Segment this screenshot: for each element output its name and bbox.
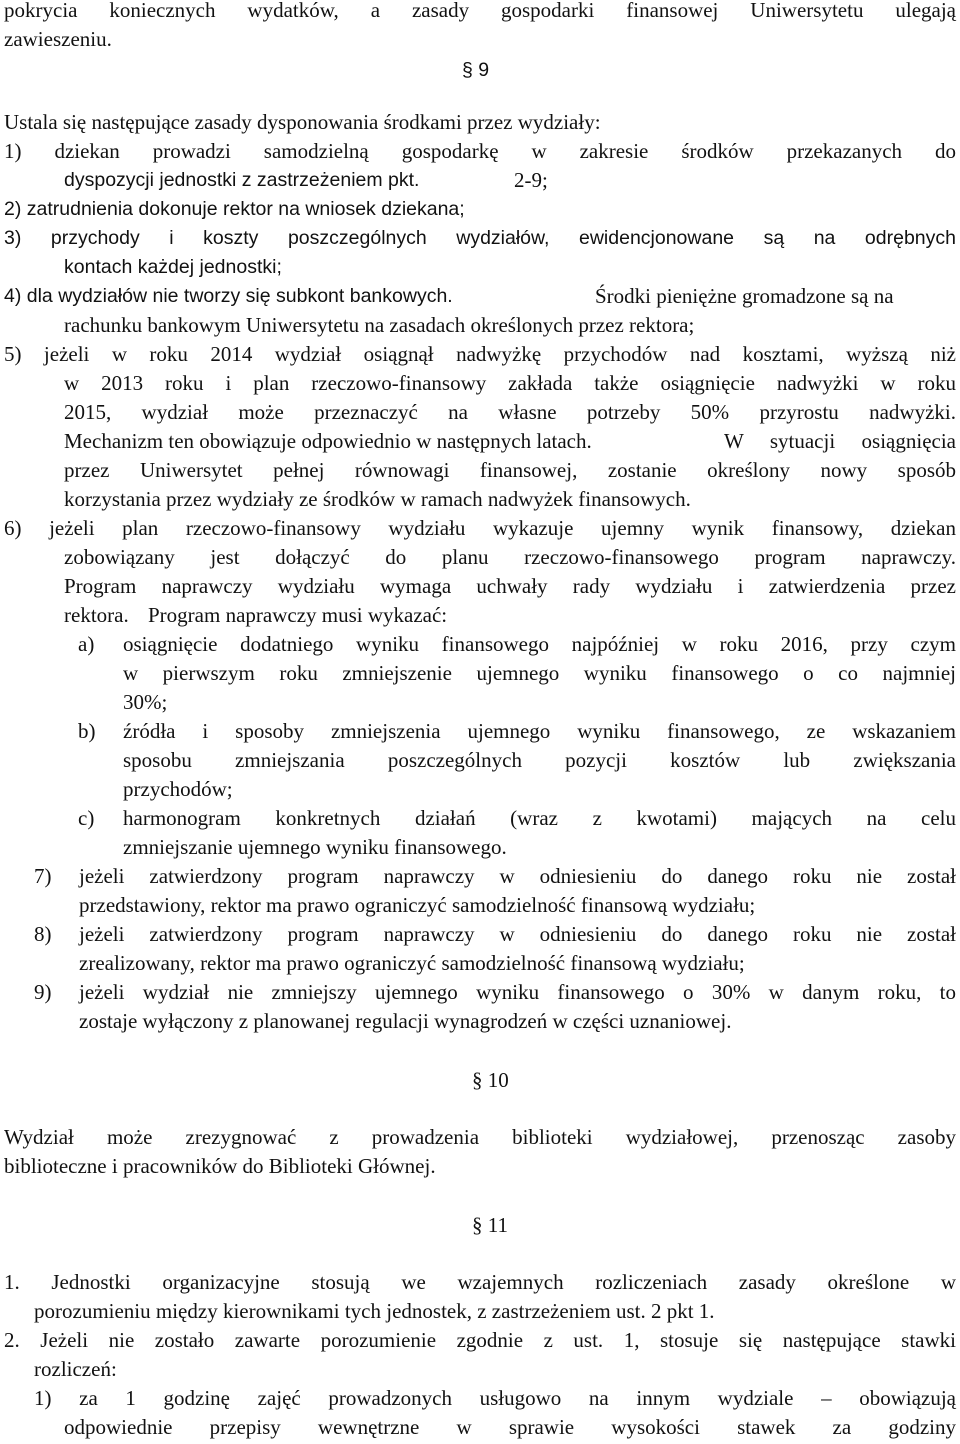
sub-list-marker: b) (78, 719, 96, 743)
text-line: Ustala się następujące zasady dysponowania środkami przez wydziały: (4, 110, 601, 134)
list-marker: 7) (34, 864, 52, 888)
text-line: Program naprawczy wydziału wymaga uchwały rady wydziału i zatwierdzenia przez (64, 574, 956, 598)
text-line: zrealizowany, rektor ma prawo ograniczyć samodzielność finansową wydziału; (79, 951, 745, 975)
text-line: rachunku bankowym Uniwersytetu na zasadach określonych przez rektora; (64, 313, 695, 337)
text-line: sposobu zmniejszania poszczególnych pozycji kosztów lub zwiększania (123, 748, 956, 772)
text-line: przedstawiony, rektor ma prawo ograniczyć samodzielność finansową wydziału; (79, 893, 756, 917)
text-line: rektora. (64, 603, 129, 627)
sub-list-marker: c) (78, 806, 95, 830)
section-heading: § 10 (472, 1068, 509, 1092)
list-item-text: jeżeli wydział nie zmniejszy ujemnego wyniku finansowego o 30% w danym roku, to (79, 980, 956, 1004)
sub-list-item-text: osiągnięcie dodatniego wyniku finansowego najpóźniej w roku 2016, przy czym (123, 632, 956, 656)
list-item-text: 1. Jednostki organizacyjne stosują we wzajemnych rozliczeniach zasady określone w (4, 1270, 956, 1294)
list-item-text: 5) jeżeli w roku 2014 wydział osiągnął nadwyżkę przychodów nad kosztami, wyższą niż (4, 342, 956, 366)
list-item-text: jeżeli zatwierdzony program naprawczy w odniesieniu do danego roku nie został (79, 922, 956, 946)
text-line: w 2013 roku i plan rzeczowo-finansowy zakłada także osiągnięcie nadwyżki w roku (64, 371, 956, 395)
text-line: 30%; (123, 690, 168, 714)
text-line: 2-9; (514, 168, 548, 192)
text-line: 2015, wydział może przeznaczyć na własne potrzeby 50% przyrostu nadwyżki. (64, 400, 956, 424)
text-line: Wydział może zrezygnować z prowadzenia biblioteki wydziałowej, przenosząc zasoby (4, 1125, 956, 1149)
text-line: zawieszeniu. (4, 27, 112, 51)
text-line: korzystania przez wydziały ze środków w ramach nadwyżek finansowych. (64, 487, 691, 511)
list-item-text: 1) za 1 godzinę zajęć prowadzonych usługowo na innym wydziale – obowiązują (34, 1386, 956, 1410)
text-line: Środki pieniężne gromadzone są na (595, 284, 894, 308)
text-line: odpowiednie przepisy wewnętrzne w sprawie wysokości stawek za godziny (64, 1415, 956, 1439)
section-heading: § 9 (462, 59, 490, 81)
list-item-text: jeżeli zatwierdzony program naprawczy w odniesieniu do danego roku nie został (79, 864, 956, 888)
list-item-text: 2. Jeżeli nie zostało zawarte porozumienie zgodnie z ust. 1, stosuje się następujące stawki (4, 1328, 956, 1352)
text-line: rozliczeń: (34, 1357, 117, 1381)
text-line: pokrycia koniecznych wydatków, a zasady gospodarki finansowej Uniwersytetu ulegają (4, 0, 956, 22)
list-item-text: 4) dla wydziałów nie tworzy się subkont bankowych. (4, 285, 453, 307)
text-line: Mechanizm ten obowiązuje odpowiednio w następnych latach. (64, 429, 592, 453)
list-marker: 8) (34, 922, 52, 946)
text-line: przez Uniwersytet pełnej równowagi finansowej, zostanie określony nowy sposób (64, 458, 956, 482)
list-item-text: 6) jeżeli plan rzeczowo-finansowy wydziału wykazuje ujemny wynik finansowy, dziekan (4, 516, 956, 540)
text-line: Program naprawczy musi wykazać: (148, 603, 448, 627)
section-heading: § 11 (472, 1213, 508, 1237)
text-line: zostaje wyłączony z planowanej regulacji wynagrodzeń w części uznaniowej. (79, 1009, 732, 1033)
text-line: W sytuacji osiągnięcia (724, 429, 956, 453)
sub-list-marker: a) (78, 632, 95, 656)
list-item-text: 1) dziekan prowadzi samodzielną gospodarkę w zakresie środków przekazanych do (4, 139, 956, 163)
text-line: dyspozycji jednostki z zastrzeżeniem pkt. (64, 169, 420, 191)
text-line: porozumieniu między kierownikami tych jednostek, z zastrzeżeniem ust. 2 pkt 1. (34, 1299, 715, 1323)
text-line: zmniejszanie ujemnego wyniku finansowego. (123, 835, 507, 859)
text-line: w pierwszym roku zmniejszenie ujemnego wyniku finansowego o co najmniej (123, 661, 956, 685)
text-line: zobowiązany jest dołączyć do planu rzeczowo-finansowego program naprawczy. (64, 545, 956, 569)
list-item-text: 2) zatrudnienia dokonuje rektor na wniosek dziekana; (4, 198, 465, 220)
sub-list-item-text: harmonogram konkretnych działań (wraz z kwotami) mających na celu (123, 806, 956, 830)
text-line: biblioteczne i pracowników do Biblioteki Głównej. (4, 1154, 436, 1178)
text-line: przychodów; (123, 777, 233, 801)
text-line: kontach każdej jednostki; (64, 256, 282, 278)
list-marker: 9) (34, 980, 52, 1004)
sub-list-item-text: źródła i sposoby zmniejszenia ujemnego wyniku finansowego, ze wskazaniem (123, 719, 956, 743)
list-item-text: 3) przychody i koszty poszczególnych wydziałów, ewidencjonowane są na odrębnych (4, 227, 956, 249)
